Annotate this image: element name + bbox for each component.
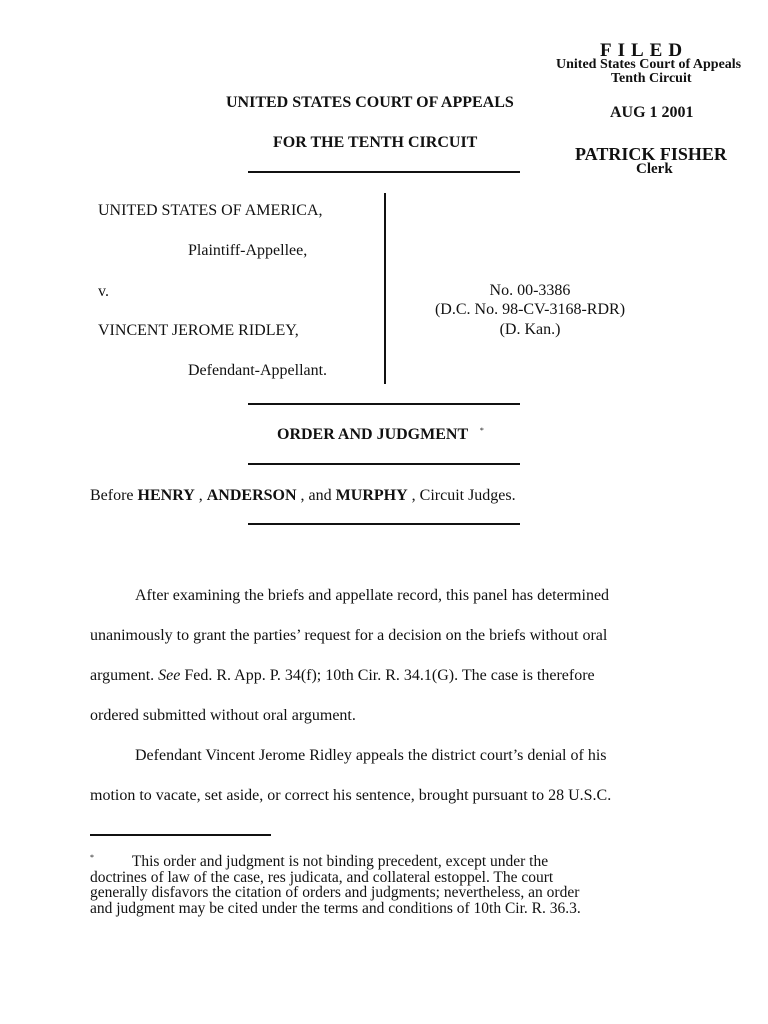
footnote-line: and judgment may be cited under the terms and conditions of 10th Cir. R. 36.3. bbox=[90, 900, 581, 917]
body-line: motion to vacate, set aside, or correct his sentence, brought pursuant to 28 U.S.C. bbox=[90, 787, 612, 804]
versus-label: v. bbox=[98, 283, 109, 300]
body-line: unanimously to grant the parties’ request for a decision on the briefs without oral bbox=[90, 627, 608, 644]
footnote-text: This order and judgment is not binding precedent, except under the bbox=[131, 853, 549, 870]
document-title-text: ORDER AND JUDGMENT bbox=[277, 426, 468, 443]
defendant-role: Defendant-Appellant. bbox=[188, 362, 328, 379]
panel-divider bbox=[248, 523, 520, 525]
panel-suffix: , Circuit Judges. bbox=[407, 487, 516, 504]
clerk-name: PATRICK FISHER bbox=[575, 144, 727, 164]
judge-murphy: MURPHY bbox=[335, 487, 408, 504]
filed-stamp-title: FILED bbox=[600, 40, 689, 61]
footnote-line: doctrines of law of the case, res judicata, and collateral estoppel. The court bbox=[90, 869, 554, 886]
document-title bbox=[277, 426, 484, 444]
judge-anderson: ANDERSON bbox=[206, 487, 297, 504]
district-court: (D. Kan.) bbox=[499, 321, 561, 338]
footnote-line: generally disfavors the citation of orders and judgments; nevertheless, an order bbox=[90, 884, 580, 901]
footnote-divider bbox=[90, 834, 271, 836]
heading-divider bbox=[248, 171, 520, 173]
plaintiff-name: UNITED STATES OF AMERICA, bbox=[98, 202, 323, 219]
body-line bbox=[90, 667, 595, 685]
see-signal: See bbox=[158, 667, 181, 684]
court-circuit: FOR THE TENTH CIRCUIT bbox=[273, 134, 478, 151]
title-top-divider bbox=[248, 403, 520, 405]
panel-sep1: , bbox=[194, 487, 203, 504]
clerk-title: Clerk bbox=[636, 161, 673, 177]
footnote-reference: * bbox=[479, 426, 484, 435]
panel-sep2: , and bbox=[296, 487, 332, 504]
district-case-number: (D.C. No. 98-CV-3168-RDR) bbox=[434, 301, 626, 318]
caption-divider bbox=[384, 193, 386, 384]
plaintiff-role: Plaintiff-Appellee, bbox=[188, 242, 308, 259]
body-text: argument. bbox=[90, 667, 159, 684]
filed-stamp-circuit: Tenth Circuit bbox=[611, 71, 692, 86]
body-text: Fed. R. App. P. 34(f); 10th Cir. R. 34.1(G). The case is therefore bbox=[180, 667, 595, 684]
court-name: UNITED STATES COURT OF APPEALS bbox=[226, 94, 514, 111]
defendant-name: VINCENT JEROME RIDLEY, bbox=[98, 322, 299, 339]
panel-before: Before bbox=[90, 487, 134, 504]
filed-stamp-court: United States Court of Appeals bbox=[556, 57, 742, 72]
body-line: After examining the briefs and appellate record, this panel has determined bbox=[135, 587, 610, 604]
body-line: ordered submitted without oral argument. bbox=[90, 707, 356, 724]
panel-line bbox=[90, 487, 516, 505]
title-bottom-divider bbox=[248, 463, 520, 465]
case-number: No. 00-3386 bbox=[489, 282, 571, 299]
judge-henry: HENRY bbox=[137, 487, 195, 504]
body-line: Defendant Vincent Jerome Ridley appeals the district court’s denial of his bbox=[135, 747, 607, 764]
filed-date: AUG 1 2001 bbox=[610, 104, 694, 121]
footnote-marker: * bbox=[90, 853, 94, 862]
